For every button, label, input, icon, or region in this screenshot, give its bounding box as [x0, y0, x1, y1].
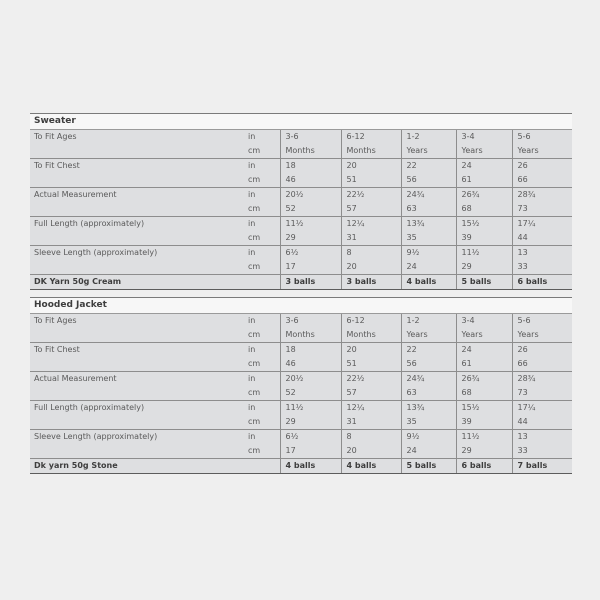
size-cell: Months — [280, 328, 341, 343]
unit-label: in — [248, 403, 256, 412]
unit-label: cm — [242, 357, 280, 372]
unit-label: cm — [242, 444, 280, 459]
unit-label: in — [248, 374, 256, 383]
yarn-amount: 7 balls — [512, 459, 572, 474]
size-cell: 29 — [280, 415, 341, 430]
size-cell: 11½ — [280, 217, 341, 232]
size-cell: 18 — [280, 343, 341, 358]
yarn-amount: 5 balls — [456, 275, 512, 290]
size-cell: 22½ — [341, 372, 401, 387]
size-cell: 3-6 — [280, 314, 341, 328]
table-row — [30, 231, 572, 246]
size-cell: 11½ — [280, 401, 341, 416]
table-row — [30, 246, 572, 261]
row-label-spacer — [30, 260, 242, 275]
section-title: Sweater — [30, 114, 572, 130]
size-cell: 3-6 — [280, 130, 341, 144]
size-cell: 73 — [512, 386, 572, 401]
size-cell: 12¼ — [341, 217, 401, 232]
size-cell: Years — [401, 144, 456, 159]
size-cell: Years — [512, 144, 572, 159]
size-cell: 12¼ — [341, 401, 401, 416]
section-sweater — [30, 113, 572, 290]
size-cell: 26¾ — [456, 372, 512, 387]
size-cell: 63 — [401, 386, 456, 401]
size-cell: 26¾ — [456, 188, 512, 203]
size-cell: 46 — [280, 173, 341, 188]
table-row — [30, 386, 572, 401]
size-cell: 11½ — [456, 246, 512, 261]
row-label: To Fit Chest — [34, 345, 80, 354]
row-label-spacer — [30, 444, 242, 459]
unit-label: in — [248, 161, 256, 170]
unit-label: cm — [242, 173, 280, 188]
unit-label: in — [248, 190, 256, 199]
size-cell: 13¾ — [401, 401, 456, 416]
size-cell: Years — [456, 328, 512, 343]
yarn-amount: 6 balls — [512, 275, 572, 290]
size-cell: 51 — [341, 173, 401, 188]
size-cell: 39 — [456, 231, 512, 246]
row-label: To Fit Chest — [34, 161, 80, 170]
size-cell: 6½ — [280, 430, 341, 445]
size-cell: Months — [280, 144, 341, 159]
size-cell: 17 — [280, 444, 341, 459]
size-cell: 20 — [341, 159, 401, 174]
unit-label: in — [248, 219, 256, 228]
size-cell: 13¾ — [401, 217, 456, 232]
table-row — [30, 328, 572, 343]
row-label-spacer — [30, 415, 242, 430]
size-cell: 28¾ — [512, 188, 572, 203]
table-row — [30, 260, 572, 275]
table-row — [30, 173, 572, 188]
size-cell: 31 — [341, 231, 401, 246]
size-cell: 20 — [341, 260, 401, 275]
row-label-spacer — [30, 231, 242, 246]
table-row — [30, 314, 572, 328]
size-table — [30, 130, 572, 290]
size-cell: 24 — [401, 444, 456, 459]
size-cell: 20 — [341, 343, 401, 358]
size-chart-sheet — [30, 113, 572, 474]
size-cell: 24¾ — [401, 372, 456, 387]
table-row — [30, 130, 572, 144]
yarn-label: Dk yarn 50g Stone — [30, 459, 280, 474]
size-cell: 61 — [456, 173, 512, 188]
size-cell: Years — [512, 328, 572, 343]
table-row — [30, 202, 572, 217]
size-cell: Years — [456, 144, 512, 159]
row-label-spacer — [30, 144, 242, 159]
table-row — [30, 415, 572, 430]
size-cell: 26 — [512, 159, 572, 174]
size-cell: 3-4 — [456, 130, 512, 144]
row-label-spacer — [30, 386, 242, 401]
row-label: To Fit Ages — [34, 316, 77, 325]
size-cell: 20½ — [280, 188, 341, 203]
size-cell: 8 — [341, 246, 401, 261]
size-cell: 13 — [512, 430, 572, 445]
unit-label: cm — [242, 202, 280, 217]
row-label: Actual Measurement — [34, 190, 117, 199]
row-label: To Fit Ages — [34, 132, 77, 141]
row-label-spacer — [30, 202, 242, 217]
size-cell: 66 — [512, 173, 572, 188]
size-cell: 22½ — [341, 188, 401, 203]
table-row — [30, 343, 572, 358]
size-cell: 57 — [341, 386, 401, 401]
table-row — [30, 159, 572, 174]
size-cell: 44 — [512, 415, 572, 430]
size-cell: 18 — [280, 159, 341, 174]
size-cell: 3-4 — [456, 314, 512, 328]
size-cell: 39 — [456, 415, 512, 430]
size-cell: 35 — [401, 231, 456, 246]
table-row — [30, 401, 572, 416]
size-cell: 31 — [341, 415, 401, 430]
section-hooded-jacket — [30, 297, 572, 474]
size-cell: 6-12 — [341, 314, 401, 328]
size-cell: 17¼ — [512, 401, 572, 416]
size-cell: 5-6 — [512, 130, 572, 144]
size-cell: 29 — [280, 231, 341, 246]
yarn-row — [30, 459, 572, 474]
size-cell: 8 — [341, 430, 401, 445]
size-cell: 73 — [512, 202, 572, 217]
size-cell: Years — [401, 328, 456, 343]
size-cell: 35 — [401, 415, 456, 430]
unit-label: cm — [242, 328, 280, 343]
size-cell: 52 — [280, 386, 341, 401]
size-cell: 5-6 — [512, 314, 572, 328]
table-row — [30, 372, 572, 387]
size-cell: 24 — [401, 260, 456, 275]
row-label: Sleeve Length (approximately) — [34, 432, 158, 441]
size-cell: 9½ — [401, 246, 456, 261]
table-row — [30, 188, 572, 203]
size-cell: 20½ — [280, 372, 341, 387]
size-cell: 51 — [341, 357, 401, 372]
row-label: Full Length (approximately) — [34, 403, 145, 412]
unit-label: in — [248, 132, 256, 141]
size-cell: 52 — [280, 202, 341, 217]
size-cell: 22 — [401, 159, 456, 174]
size-cell: 63 — [401, 202, 456, 217]
size-cell: 33 — [512, 260, 572, 275]
yarn-amount: 4 balls — [280, 459, 341, 474]
size-cell: 22 — [401, 343, 456, 358]
row-label-spacer — [30, 328, 242, 343]
size-cell: 68 — [456, 386, 512, 401]
size-cell: 11½ — [456, 430, 512, 445]
size-cell: 17¼ — [512, 217, 572, 232]
size-cell: 1-2 — [401, 314, 456, 328]
yarn-amount: 5 balls — [401, 459, 456, 474]
table-row — [30, 217, 572, 232]
unit-label: in — [248, 248, 256, 257]
yarn-row — [30, 275, 572, 290]
size-cell: 28¾ — [512, 372, 572, 387]
unit-label: cm — [242, 415, 280, 430]
table-row — [30, 430, 572, 445]
size-cell: 20 — [341, 444, 401, 459]
size-cell: 68 — [456, 202, 512, 217]
size-cell: 15½ — [456, 217, 512, 232]
size-cell: 6½ — [280, 246, 341, 261]
size-cell: 33 — [512, 444, 572, 459]
unit-label: cm — [242, 386, 280, 401]
unit-label: in — [248, 432, 256, 441]
size-cell: 57 — [341, 202, 401, 217]
yarn-amount: 4 balls — [341, 459, 401, 474]
size-table — [30, 314, 572, 474]
size-cell: Months — [341, 144, 401, 159]
size-cell: 66 — [512, 357, 572, 372]
unit-label: in — [248, 316, 256, 325]
yarn-amount: 4 balls — [401, 275, 456, 290]
size-cell: 46 — [280, 357, 341, 372]
yarn-amount: 3 balls — [341, 275, 401, 290]
size-cell: 24 — [456, 343, 512, 358]
size-cell: 26 — [512, 343, 572, 358]
table-row — [30, 444, 572, 459]
size-cell: 56 — [401, 173, 456, 188]
row-label: Full Length (approximately) — [34, 219, 145, 228]
size-cell: 13 — [512, 246, 572, 261]
size-cell: 61 — [456, 357, 512, 372]
unit-label: in — [248, 345, 256, 354]
size-cell: 29 — [456, 260, 512, 275]
size-cell: 24¾ — [401, 188, 456, 203]
row-label-spacer — [30, 357, 242, 372]
size-cell: Months — [341, 328, 401, 343]
unit-label: cm — [242, 231, 280, 246]
size-cell: 6-12 — [341, 130, 401, 144]
size-cell: 24 — [456, 159, 512, 174]
yarn-label: DK Yarn 50g Cream — [30, 275, 280, 290]
size-cell: 56 — [401, 357, 456, 372]
unit-label: cm — [242, 260, 280, 275]
size-cell: 9½ — [401, 430, 456, 445]
unit-label: cm — [242, 144, 280, 159]
size-cell: 29 — [456, 444, 512, 459]
size-cell: 17 — [280, 260, 341, 275]
row-label: Actual Measurement — [34, 374, 117, 383]
section-title: Hooded Jacket — [30, 298, 572, 314]
table-row — [30, 144, 572, 159]
table-row — [30, 357, 572, 372]
row-label-spacer — [30, 173, 242, 188]
row-label: Sleeve Length (approximately) — [34, 248, 158, 257]
yarn-amount: 3 balls — [280, 275, 341, 290]
size-cell: 1-2 — [401, 130, 456, 144]
size-cell: 44 — [512, 231, 572, 246]
yarn-amount: 6 balls — [456, 459, 512, 474]
size-cell: 15½ — [456, 401, 512, 416]
